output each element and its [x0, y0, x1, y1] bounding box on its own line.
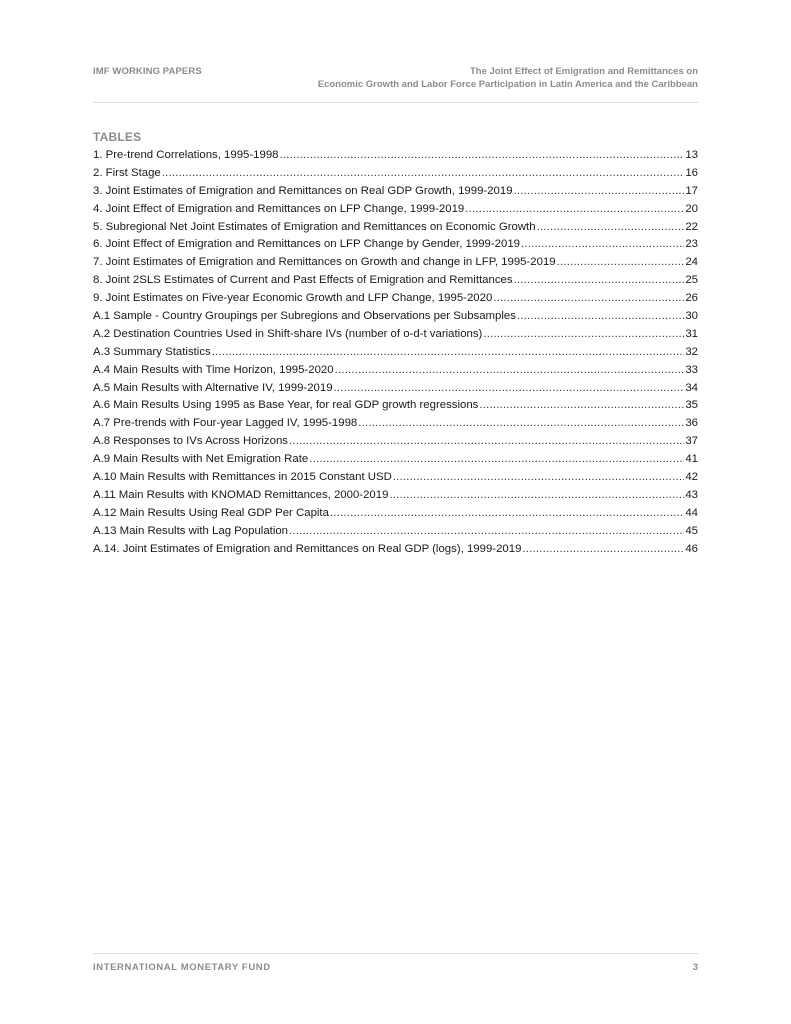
- toc-entry-title: 7. Joint Estimates of Emigration and Remittances on Growth and change in LFP, 1995-2019: [93, 256, 556, 269]
- toc-entry-page: 34: [685, 381, 698, 394]
- toc-entry-page: 25: [685, 274, 698, 287]
- toc-entry-page: 22: [685, 220, 698, 233]
- toc-entry-title: 3. Joint Estimates of Emigration and Remittances on Real GDP Growth, 1999-2019: [93, 184, 513, 197]
- dot-leader: [521, 236, 684, 254]
- toc-entry-page: 41: [685, 453, 698, 466]
- dot-leader: [514, 272, 685, 290]
- dot-leader: [309, 451, 684, 469]
- toc-entry-title: 5. Subregional Net Joint Estimates of Emigration and Remittances on Economic Growth: [93, 220, 536, 233]
- toc-entry-page: 26: [685, 292, 698, 305]
- toc-entry-title: 2. First Stage: [93, 166, 161, 179]
- toc-entry[interactable]: [93, 397, 698, 415]
- dot-leader: [212, 344, 685, 362]
- toc-entry[interactable]: [93, 469, 698, 487]
- toc-entry-title: A.1 Sample - Country Groupings per Subregions and Observations per Subsamples: [93, 310, 516, 323]
- dot-leader: [522, 541, 684, 559]
- page-footer: [93, 953, 698, 978]
- paper-title-line-2: Economic Growth and Labor Force Participation in Latin America and the Caribbean: [317, 78, 698, 90]
- dot-leader: [493, 290, 684, 308]
- dot-leader: [514, 183, 685, 201]
- toc-entry-title: 8. Joint 2SLS Estimates of Current and Past Effects of Emigration and Remittances: [93, 274, 513, 287]
- toc-entry[interactable]: [93, 362, 698, 380]
- toc-entry[interactable]: [93, 487, 698, 505]
- toc-entry-page: 44: [685, 506, 698, 519]
- dot-leader: [162, 165, 685, 183]
- table-of-contents: [93, 147, 698, 558]
- toc-entry-page: 30: [685, 310, 698, 323]
- toc-entry[interactable]: [93, 380, 698, 398]
- toc-entry-page: 31: [685, 327, 698, 340]
- dot-leader: [289, 523, 684, 541]
- toc-entry-page: 16: [685, 166, 698, 179]
- dot-leader: [465, 201, 684, 219]
- dot-leader: [389, 487, 684, 505]
- toc-entry-page: 13: [685, 149, 698, 161]
- toc-entry[interactable]: [93, 272, 698, 290]
- toc-entry-title: A.8 Responses to IVs Across Horizons: [93, 435, 288, 448]
- toc-entry-page: 20: [685, 202, 698, 215]
- toc-entry[interactable]: [93, 165, 698, 183]
- toc-entry[interactable]: [93, 147, 698, 165]
- toc-entry-title: 6. Joint Effect of Emigration and Remittances on LFP Change by Gender, 1999-2019: [93, 238, 520, 251]
- toc-entry[interactable]: [93, 290, 698, 308]
- dot-leader: [517, 308, 684, 326]
- toc-entry-title: A.9 Main Results with Net Emigration Rate: [93, 453, 309, 466]
- toc-entry-page: 17: [685, 184, 698, 197]
- dot-leader: [334, 380, 685, 398]
- paper-title-line-1: The Joint Effect of Emigration and Remittances on: [469, 66, 698, 77]
- toc-entry-title: A.12 Main Results Using Real GDP Per Capita: [93, 506, 329, 519]
- toc-entry[interactable]: [93, 541, 698, 559]
- toc-entry[interactable]: [93, 326, 698, 344]
- toc-entry[interactable]: [93, 201, 698, 219]
- section-title: TABLES: [93, 130, 142, 144]
- toc-entry[interactable]: [93, 523, 698, 541]
- toc-entry-page: 36: [685, 417, 698, 430]
- toc-entry-title: A.3 Summary Statistics: [93, 345, 211, 358]
- toc-entry-page: 45: [685, 524, 698, 537]
- toc-entry-title: 9. Joint Estimates on Five-year Economic Growth and LFP Change, 1995-2020: [93, 292, 493, 305]
- toc-entry-title: A.5 Main Results with Alternative IV, 1999-2019: [93, 381, 333, 394]
- toc-entry-title: 4. Joint Effect of Emigration and Remittances on LFP Change, 1999-2019: [93, 202, 465, 215]
- toc-entry-title: A.10 Main Results with Remittances in 2015 Constant USD: [93, 471, 392, 484]
- toc-entry-page: 42: [685, 471, 698, 484]
- dot-leader: [537, 219, 685, 237]
- toc-entry-title: A.7 Pre-trends with Four-year Lagged IV, 1995-1998: [93, 417, 358, 430]
- toc-entry[interactable]: [93, 254, 698, 272]
- toc-entry-title: A.6 Main Results Using 1995 as Base Year, for real GDP growth regressions: [93, 399, 479, 412]
- toc-entry-page: 35: [685, 399, 698, 412]
- dot-leader: [479, 397, 684, 415]
- toc-entry-page: 24: [685, 256, 698, 269]
- dot-leader: [483, 326, 684, 344]
- toc-entry-page: 23: [685, 238, 698, 251]
- toc-entry-page: 37: [685, 435, 698, 448]
- toc-entry[interactable]: [93, 308, 698, 326]
- toc-entry-title: A.11 Main Results with KNOMAD Remittances, 2000-2019: [93, 488, 389, 501]
- toc-entry-page: 33: [685, 363, 698, 376]
- toc-entry-title: A.14. Joint Estimates of Emigration and Remittances on Real GDP (logs), 1999-2019: [93, 542, 522, 555]
- toc-entry[interactable]: [93, 219, 698, 237]
- publisher-name: INTERNATIONAL MONETARY FUND: [93, 962, 271, 973]
- toc-entry[interactable]: [93, 236, 698, 254]
- dot-leader: [280, 147, 685, 165]
- toc-entry[interactable]: [93, 415, 698, 433]
- page-header: [93, 66, 698, 103]
- toc-entry-title: A.13 Main Results with Lag Population: [93, 524, 289, 537]
- toc-entry-title: A.4 Main Results with Time Horizon, 1995-2020: [93, 363, 334, 376]
- toc-entry[interactable]: [93, 451, 698, 469]
- dot-leader: [289, 433, 684, 451]
- toc-entry[interactable]: [93, 433, 698, 451]
- page-number: 3: [692, 962, 698, 973]
- dot-leader: [335, 362, 685, 380]
- toc-entry-title: 1. Pre-trend Correlations, 1995-1998: [93, 149, 279, 161]
- dot-leader: [330, 505, 684, 523]
- toc-entry[interactable]: [93, 344, 698, 362]
- paper-title: [318, 66, 698, 91]
- dot-leader: [393, 469, 685, 487]
- series-name: IMF WORKING PAPERS: [93, 66, 202, 77]
- dot-leader: [358, 415, 684, 433]
- toc-entry-title: A.2 Destination Countries Used in Shift-share IVs (number of o-d-t variations): [93, 327, 483, 340]
- toc-entry-page: 32: [685, 345, 698, 358]
- dot-leader: [557, 254, 685, 272]
- toc-entry-page: 43: [685, 488, 698, 501]
- toc-entry[interactable]: [93, 183, 698, 201]
- toc-entry-page: 46: [685, 542, 698, 555]
- toc-entry[interactable]: [93, 505, 698, 523]
